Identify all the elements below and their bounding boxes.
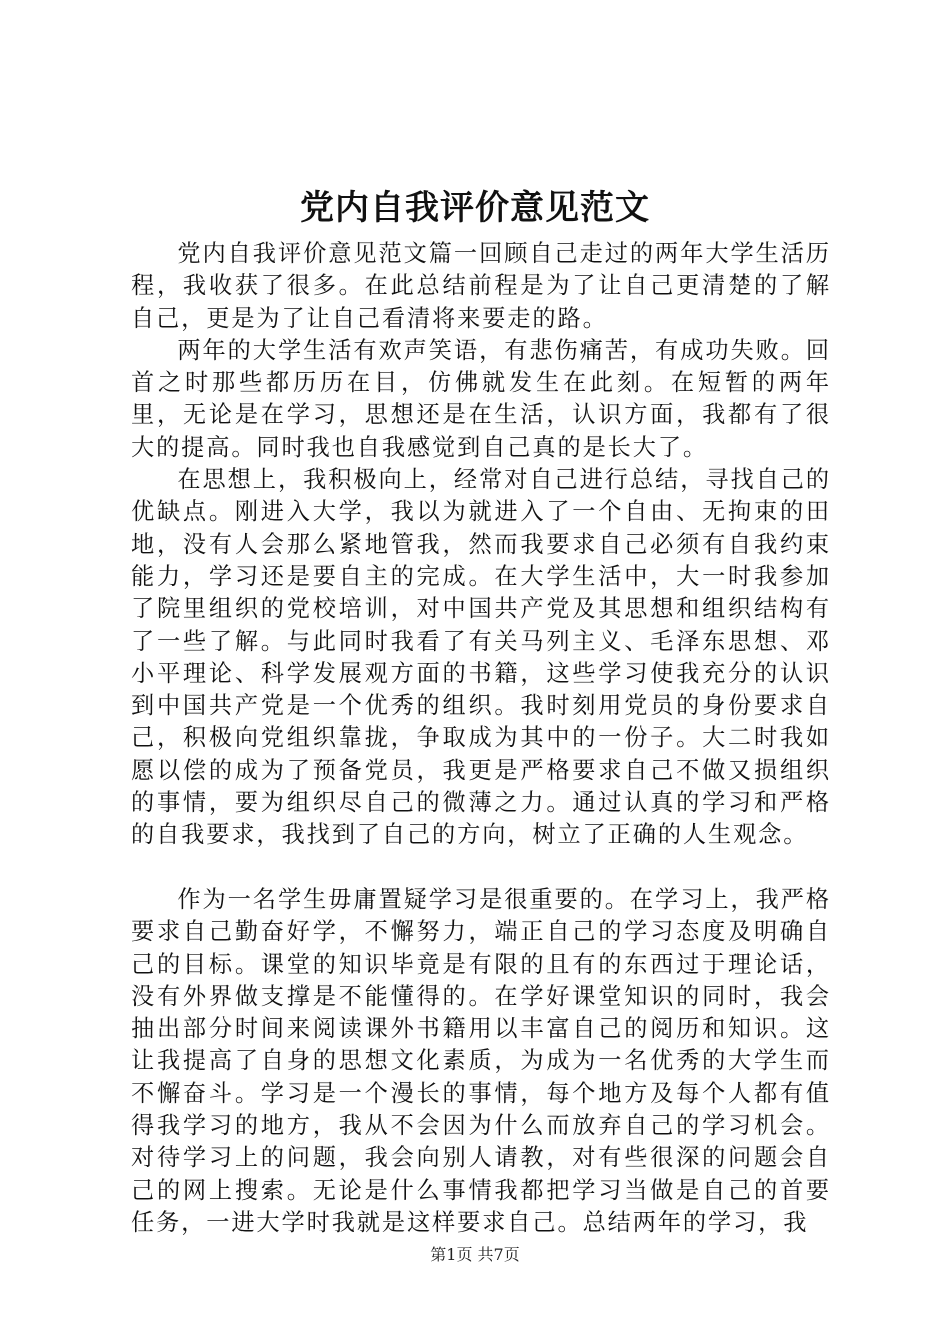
paragraph-2: 两年的大学生活有欢声笑语，有悲伤痛苦，有成功失败。回首之时那些都历历在目，仿佛就发生在此刻。在短暂的两年里，无论是在学习，思想还是在生活，认识方面，我都有了很大的提高。同时我也自我感觉到自己真的是长大了。 [131,336,831,461]
paragraph-gap [131,852,831,884]
paragraph-3: 在思想上，我积极向上，经常对自己进行总结，寻找自己的优缺点。刚进入大学，我以为就进入了一个自由、无拘束的田地，没有人会那么紧地管我，然而我要求自己必须有自我约束能力，学习还是要自主的完成。在大学生活中，大一时我参加了院里组织的党校培训，对中国共产党及其思想和组织结构有了一些了解。与此同时我看了有关马列主义、毛泽东思想、邓小平理论、科学发展观方面的书籍，这些学习使我充分的认识到中国共产党是一个优秀的组织。我时刻用党员的身份要求自己，积极向党组织靠拢，争取成为其中的一份子。大二时我如愿以偿的成为了预备党员，我更是严格要求自己不做又损组织的事情，要为组织尽自己的微薄之力。通过认真的学习和严格的自我要求，我找到了自己的方向，树立了正确的人生观念。 [131,466,831,849]
paragraph-4: 作为一名学生毋庸置疑学习是很重要的。在学习上，我严格要求自己勤奋好学，不懈努力，端正自己的学习态度及明确自己的目标。课堂的知识毕竟是有限的且有的东西过于理论话，没有外界做支撑是不能懂得的。在学好课堂知识的同时，我会抽出部分时间来阅读课外书籍用以丰富自己的阅历和知识。这让我提高了自身的思想文化素质，为成为一名优秀的大学生而不懈奋斗。学习是一个漫长的事情，每个地方及每个人都有值得我学习的地方，我从不会因为什么而放弃自己的学习机会。对待学习上的问题，我会向别人请教，对有些很深的问题会自己的网上搜索。无论是什么事情我都把学习当做是自己的首要任务，一进大学时我就是这样要求自己。总结两年的学习，我 [131,885,831,1236]
document-body [131,238,831,1239]
paragraph-1: 党内自我评价意见范文篇一回顾自己走过的两年大学生活历程，我收获了很多。在此总结前程是为了让自己更清楚的了解自己，更是为了让自己看清将来要走的路。 [131,240,831,332]
document-title: 党内自我评价意见范文 [300,188,650,228]
page-number-footer: 第1页 共7页 [430,1245,520,1264]
